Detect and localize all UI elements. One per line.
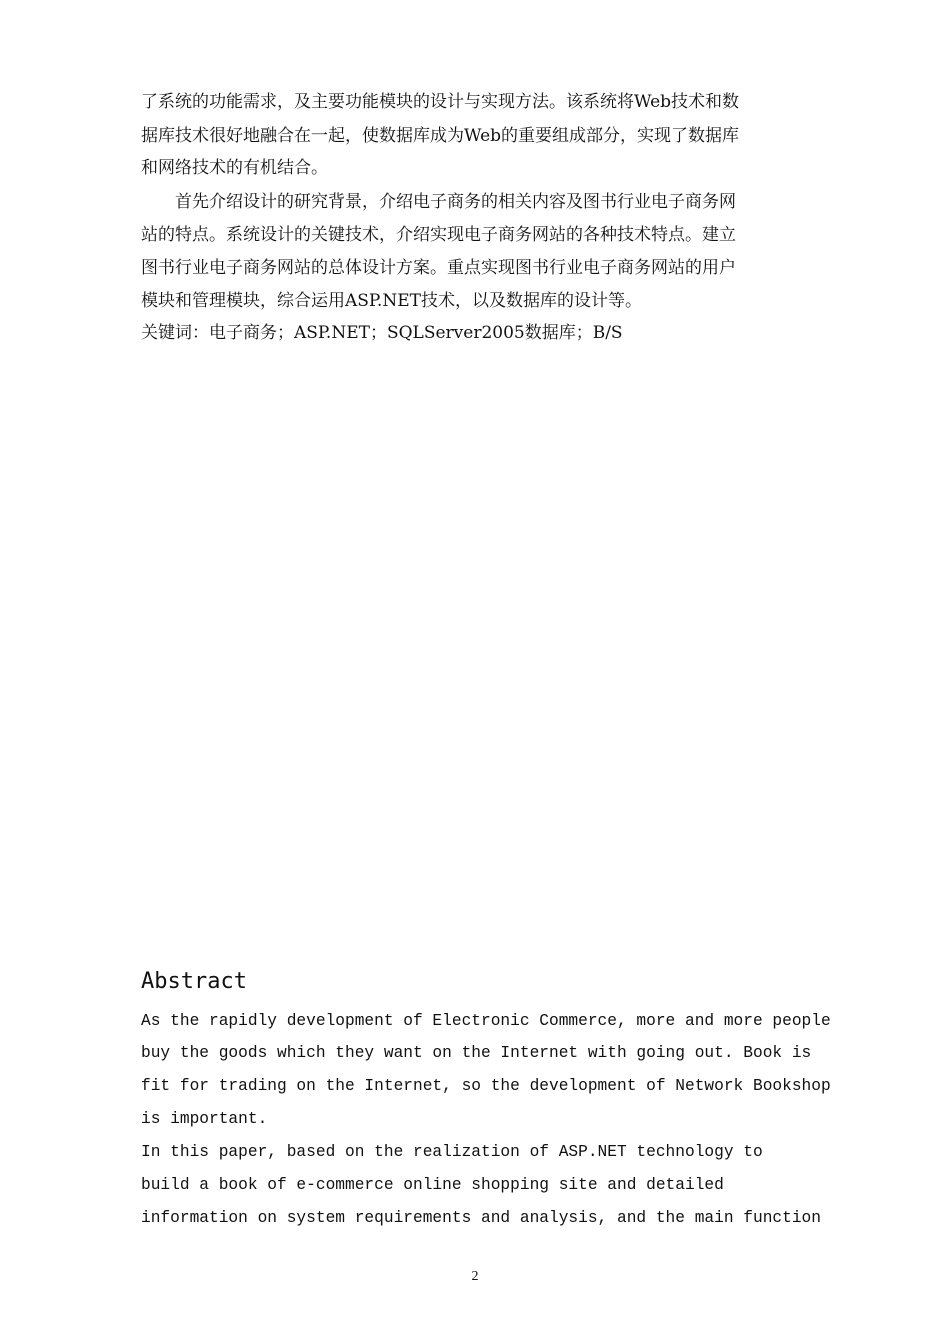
chinese-abstract-line-1: 了系统的功能需求，及主要功能模块的设计与实现方法。该系统将Web技术和数: [141, 92, 740, 112]
chinese-abstract-line-5: 站的特点。系统设计的关键技术，介绍实现电子商务网站的各种技术特点。建立: [141, 225, 736, 245]
chinese-abstract-line-6: 图书行业电子商务网站的总体设计方案。重点实现图书行业电子商务网站的用户: [141, 258, 736, 278]
chinese-abstract-line-4: 首先介绍设计的研究背景，介绍电子商务的相关内容及图书行业电子商务网: [141, 192, 736, 212]
chinese-abstract-line-7: 模块和管理模块，综合运用ASP.NET技术，以及数据库的设计等。: [141, 291, 642, 311]
english-abstract-line-3: fit for trading on the Internet, so the development of Network Bookshop: [141, 1077, 831, 1095]
english-abstract-line-4: is important.: [141, 1110, 268, 1128]
page-number: 2: [471, 1269, 479, 1284]
english-abstract-line-2: buy the goods which they want on the Internet with going out. Book is: [141, 1044, 812, 1062]
english-abstract-line-5: In this paper, based on the realization of ASP.NET technology to: [141, 1143, 763, 1161]
english-abstract-line-1: As the rapidly development of Electronic Commerce, more and more people: [141, 1012, 831, 1030]
english-abstract-line-7: information on system requirements and analysis, and the main function: [141, 1209, 821, 1227]
chinese-abstract-line-3: 和网络技术的有机结合。: [141, 158, 328, 178]
abstract-heading: Abstract: [141, 969, 247, 994]
english-abstract-line-6: build a book of e-commerce online shopping site and detailed: [141, 1176, 724, 1194]
chinese-abstract-line-2: 据库技术很好地融合在一起，使数据库成为Web的重要组成部分，实现了数据库: [141, 126, 740, 146]
chinese-keywords: 关键词：电子商务；ASP.NET；SQLServer2005数据库；B/S: [141, 323, 623, 343]
